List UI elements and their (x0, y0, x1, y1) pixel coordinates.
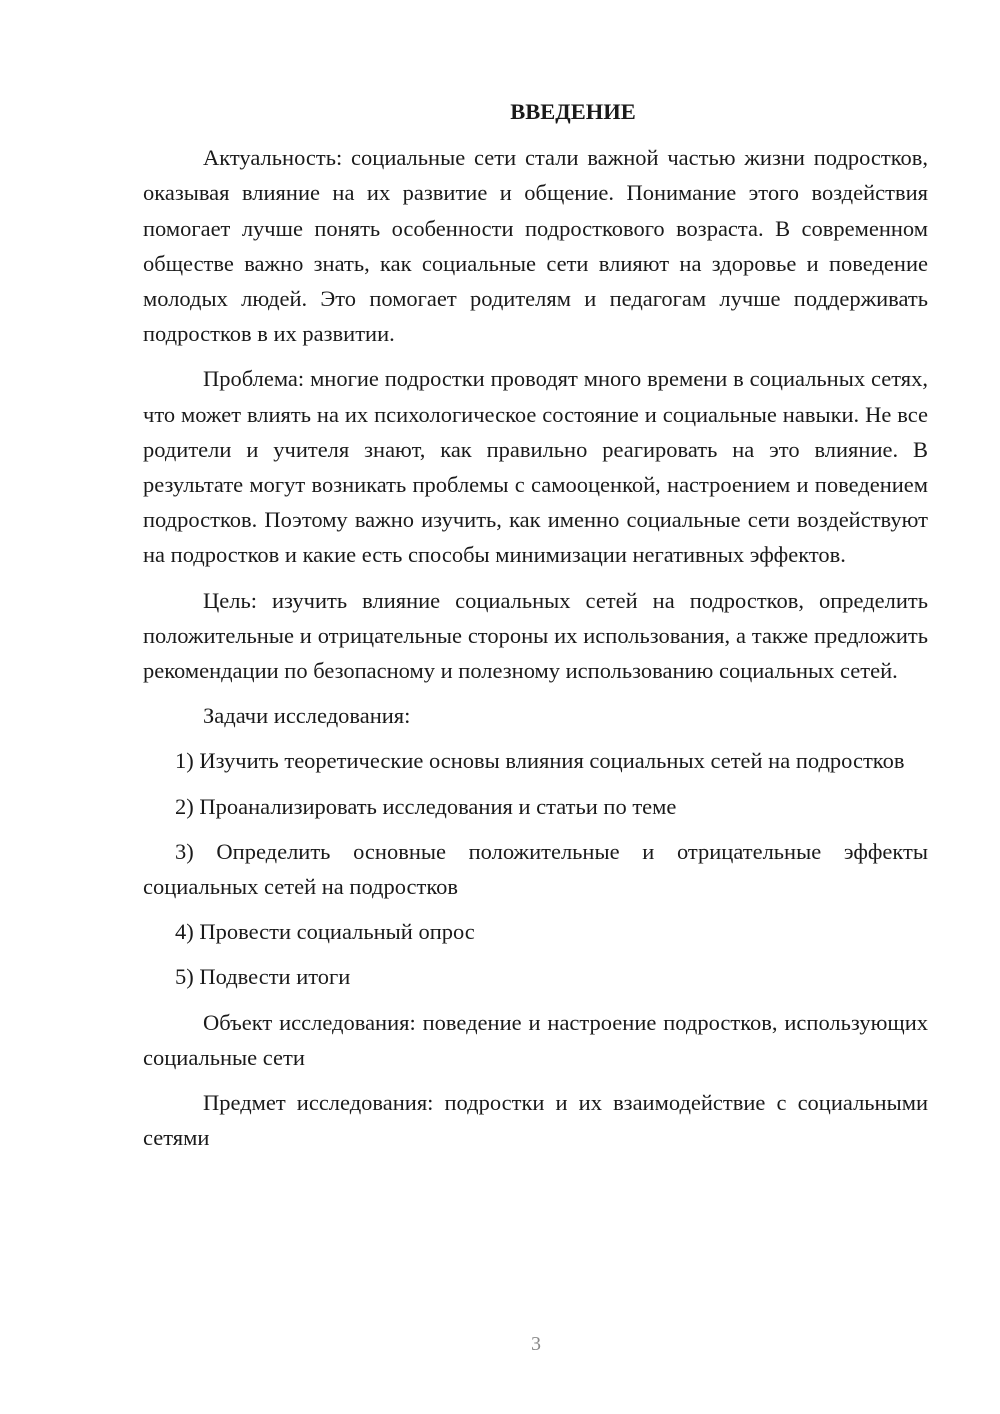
task-item-4: 4) Провести социальный опрос (175, 919, 475, 945)
task-item-5: 5) Подвести итоги (175, 964, 351, 990)
relevance-paragraph: Актуальность: социальные сети стали важной частью жизни подростков, оказывая влияние на их развитие и общение. Понимание этого воздействия помогает лучше понять особенности подросткового возраста. В современном обществе важно знать, как социальные сети влияют на здоровье и поведение молодых людей. Это помогает родителям и педагогам лучше поддерживать подростков в их развитии. (143, 145, 928, 347)
object-paragraph: Объект исследования: поведение и настроение подростков, использующих социальные сети (143, 1009, 928, 1070)
task-item-1: 1) Изучить теоретические основы влияния социальных сетей на подростков (175, 748, 905, 774)
task-item-3: 3) Определить основные положительные и отрицательные эффекты социальных сетей на подростков (143, 838, 928, 900)
task-item-2: 2) Проанализировать исследования и статьи по теме (175, 793, 677, 819)
page-number: 3 (531, 1333, 541, 1355)
subject-paragraph: Предмет исследования: подростки и их взаимодействие с социальными сетями (143, 1090, 928, 1151)
tasks-heading: Задачи исследования: (203, 703, 411, 729)
problem-paragraph: Проблема: многие подростки проводят много времени в социальных сетях, что может влиять на их психологическое состояние и социальные навыки. Не все родители и учителя знают, как правильно реагировать на это влияние. В результате могут возникать проблемы с самооценкой, настроением и поведением подростков. Поэтому важно изучить, как именно социальные сети воздействуют на подростков и какие есть способы минимизации негативных эффектов. (143, 366, 928, 568)
page-content (143, 94, 928, 1165)
page-title: ВВЕДЕНИЕ (510, 99, 636, 124)
goal-paragraph: Цель: изучить влияние социальных сетей на подростков, определить положительные и отрицательные стороны их использования, а также предложить рекомендации по безопасному и полезному использованию социальных сетей. (143, 587, 928, 684)
